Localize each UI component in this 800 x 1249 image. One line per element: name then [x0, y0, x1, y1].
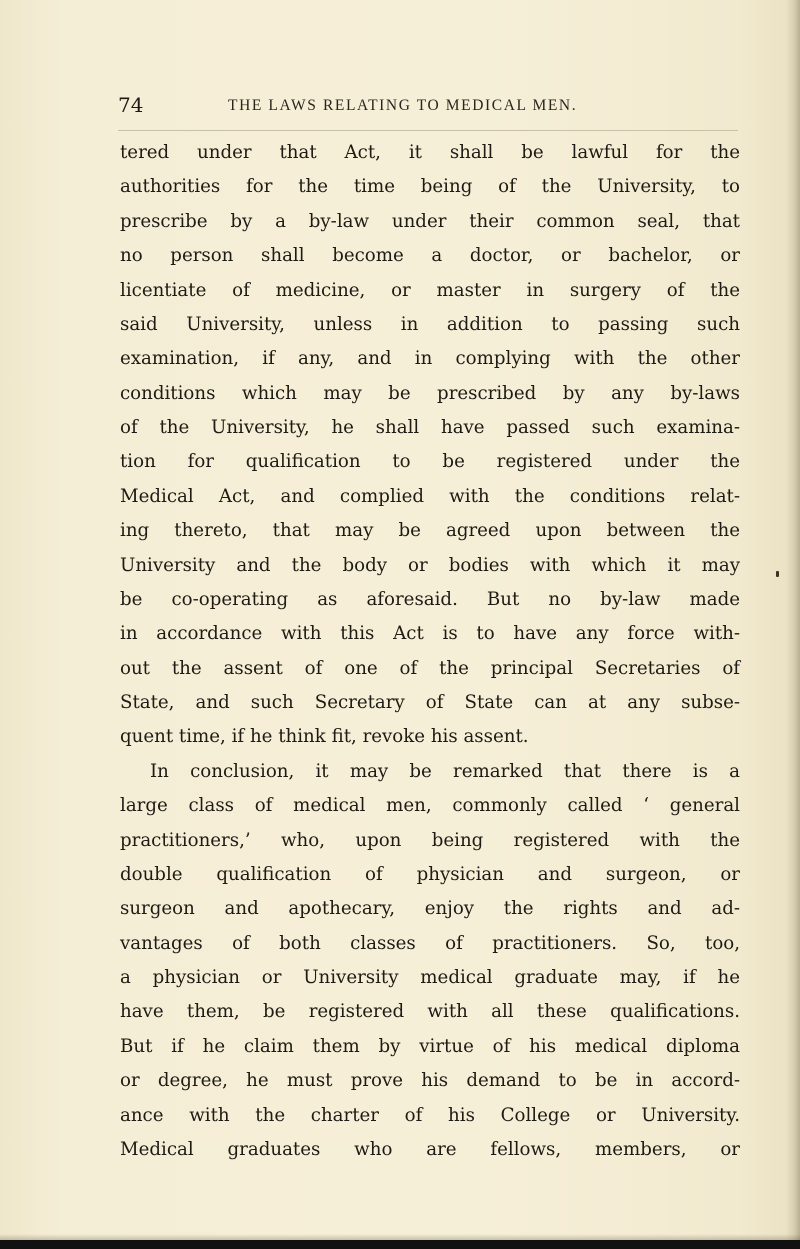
text-line: out the assent of one of the principal Secretaries of — [120, 657, 740, 679]
text-line: double qualification of physician and surgeon, or — [120, 863, 740, 885]
margin-mark — [776, 571, 779, 577]
text-line: Medical Act, and complied with the conditions relat- — [120, 485, 740, 507]
text-line: a physician or University medical graduate may, if he — [120, 967, 740, 988]
page-edge-shadow — [786, 0, 800, 1249]
text-line: conditions which may be prescribed by any by-laws — [120, 382, 740, 404]
text-line: tered under that Act, it shall be lawful for the — [120, 142, 740, 163]
text-line: vantages of both classes of practitioners. So, too, — [120, 932, 740, 954]
text-line: In conclusion, it may be remarked that there is a — [150, 760, 740, 782]
page-number: 74 — [118, 93, 144, 117]
text-line: authorities for the time being of the University, to — [120, 176, 740, 198]
text-line: University and the body or bodies with which it may — [120, 554, 740, 576]
text-line: examination, if any, and in complying with the other — [120, 348, 740, 370]
text-line: in accordance with this Act is to have any force with- — [120, 623, 740, 645]
text-line: or degree, he must prove his demand to be in accord- — [120, 1070, 740, 1092]
text-line: of the University, he shall have passed such examina- — [120, 417, 740, 438]
text-line: practitioners,’ who, upon being registered with the — [120, 829, 740, 851]
text-line: tion for qualification to be registered under the — [120, 451, 740, 473]
text-line: quent time, if he think fit, revoke his assent. — [120, 726, 529, 748]
text-line: Medical graduates who are fellows, members, or — [120, 1138, 740, 1160]
text-line: no person shall become a doctor, or bachelor, or — [120, 245, 740, 267]
scan-bottom-edge — [0, 1240, 800, 1249]
text-line: State, and such Secretary of State can at any subse- — [120, 692, 740, 713]
running-head: THE LAWS RELATING TO MEDICAL MEN. — [228, 97, 578, 114]
text-line: have them, be registered with all these qualifications. — [120, 1001, 740, 1023]
text-line: licentiate of medicine, or master in surgery of the — [120, 279, 740, 301]
page-header — [118, 93, 738, 123]
text-line: But if he claim them by virtue of his medical diploma — [120, 1035, 740, 1057]
text-line: ance with the charter of his College or University. — [120, 1104, 740, 1126]
text-line: be co-operating as aforesaid. But no by-law made — [120, 588, 740, 610]
header-rule — [118, 130, 738, 131]
text-line: ing thereto, that may be agreed upon between the — [120, 520, 740, 542]
text-line: prescribe by a by-law under their common seal, that — [120, 210, 740, 232]
text-line: large class of medical men, commonly called ‘ general — [120, 795, 740, 817]
paragraph-1 — [120, 136, 740, 755]
paragraph-2 — [120, 755, 740, 1168]
text-line: said University, unless in addition to passing such — [120, 313, 740, 335]
body-text — [120, 136, 740, 1167]
text-line: surgeon and apothecary, enjoy the rights and ad- — [120, 898, 740, 920]
